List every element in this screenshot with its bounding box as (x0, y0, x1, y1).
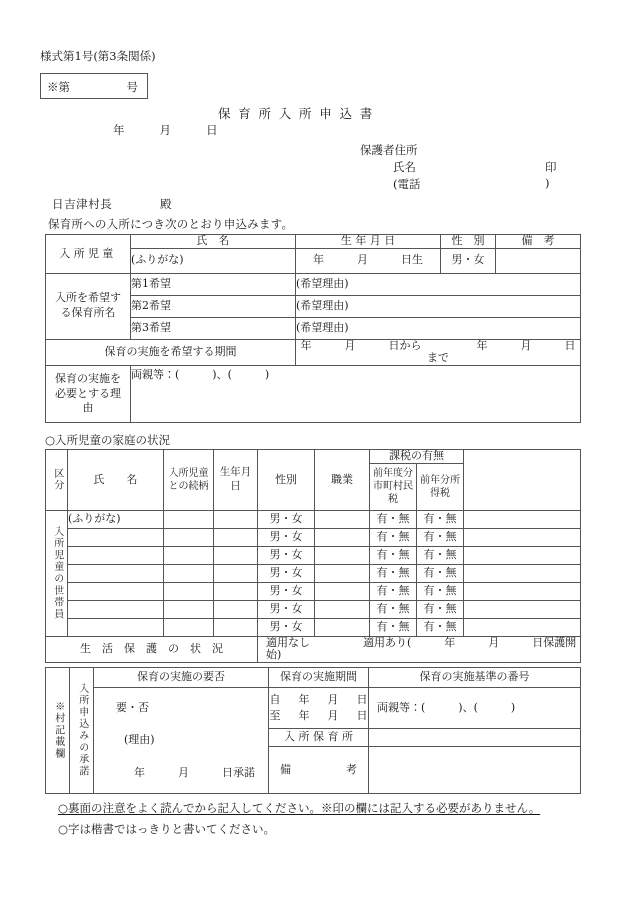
child-furigana-field[interactable]: (ふりがな) (131, 248, 296, 273)
table-row-welfare-status (46, 636, 581, 662)
child-gender-field[interactable]: 男・女 (441, 248, 496, 273)
header-child-birthdate: 生 年 月 日 (296, 235, 441, 249)
admin-remarks-field[interactable] (369, 747, 581, 794)
table-row (46, 564, 581, 582)
period-to-year: 年 (298, 709, 310, 722)
header-tax-group: 課税の有無 (370, 450, 464, 464)
date-year-label: 年 (113, 123, 126, 137)
welfare-applied-option[interactable]: 適用あり( 年 月 日保護開始) (266, 635, 577, 662)
member-name-field[interactable] (68, 546, 164, 564)
footer-note-1-underlined: ○裏面の注意をよく読んでから記入してください。※印の欄には記入する必要がありません。 (58, 801, 541, 815)
member-resident-tax-field[interactable]: 有・無 (370, 582, 417, 600)
header-child-remarks: 備 考 (496, 235, 581, 249)
period-to-day: 日 (356, 709, 368, 722)
period-from-day: 日 (356, 692, 368, 706)
member-relation-field[interactable] (164, 582, 214, 600)
member-blank-field[interactable] (464, 582, 581, 600)
preference-2-rank[interactable]: 第2希望 (131, 295, 296, 317)
member-occupation-field[interactable] (315, 582, 370, 600)
care-necessity-reason-label: (理由) (124, 732, 155, 746)
preference-1-reason[interactable]: (希望理由) (296, 273, 581, 295)
member-birthdate-field[interactable] (214, 582, 258, 600)
member-name-field[interactable]: (ふりがな) (68, 510, 164, 528)
guardian-name-label: 氏名 (393, 160, 416, 174)
receipt-number-box[interactable] (40, 73, 148, 99)
preference-3-reason[interactable]: (希望理由) (296, 317, 581, 339)
member-gender-field[interactable]: 男・女 (258, 510, 315, 528)
member-occupation-field[interactable] (315, 528, 370, 546)
care-necessity-cell[interactable] (94, 688, 269, 794)
addressee-name: 日吉津村長 (52, 197, 113, 211)
care-necessity-choice[interactable]: 要・否 (116, 701, 149, 714)
member-birthdate-field[interactable] (214, 510, 258, 528)
member-gender-field[interactable]: 男・女 (258, 582, 315, 600)
header-relation: 入所児童との続柄 (164, 450, 214, 511)
member-birthdate-field[interactable] (214, 528, 258, 546)
preference-3-rank[interactable]: 第3希望 (131, 317, 296, 339)
desired-period-field[interactable]: 年 月 日から 年 月 日まで (296, 339, 581, 365)
applicant-child-table (45, 234, 581, 423)
member-birthdate-field[interactable] (214, 618, 258, 636)
table-row-household-header-top (46, 450, 581, 464)
welfare-status-label: 生 活 保 護 の 状 況 (46, 636, 258, 662)
period-from-marker: 自 (269, 692, 281, 706)
table-row-child-header (46, 235, 581, 249)
member-occupation-field[interactable] (315, 510, 370, 528)
receipt-number-suffix: 号 (126, 80, 138, 94)
header-member-name: 氏 名 (68, 450, 164, 511)
care-period-to-row[interactable] (269, 708, 368, 725)
member-resident-tax-field[interactable]: 有・無 (370, 618, 417, 636)
member-relation-field[interactable] (164, 600, 214, 618)
header-care-period: 保育の実施期間 (269, 668, 369, 688)
consent-column-label: 入所申込みの承諾 (70, 668, 94, 794)
household-section-heading: ○入所児童の家庭の状況 (45, 433, 171, 447)
table-row-admin-body-1 (46, 688, 581, 729)
care-reason-label: 保育の実施を必要とする理由 (46, 365, 131, 422)
member-blank-field[interactable] (464, 564, 581, 582)
header-member-birthdate: 生年月日 (214, 450, 258, 511)
footer-note-2: ○字は楷書ではっきりと書いてください。 (58, 822, 276, 836)
header-member-gender: 性別 (258, 450, 315, 511)
table-row (46, 528, 581, 546)
date-month-label: 月 (159, 123, 172, 137)
member-relation-field[interactable] (164, 546, 214, 564)
member-gender-field[interactable]: 男・女 (258, 618, 315, 636)
member-occupation-field[interactable] (315, 618, 370, 636)
member-relation-field[interactable] (164, 564, 214, 582)
header-income-tax: 前年分所得税 (417, 463, 464, 510)
table-row (46, 618, 581, 636)
care-reason-field[interactable]: 両親等：( )、( ) (131, 365, 581, 422)
welfare-not-applied-option[interactable]: 適用なし (266, 635, 310, 649)
assigned-nursery-label: 入 所 保 育 所 (269, 729, 369, 747)
member-name-field[interactable] (68, 528, 164, 546)
guardian-telephone-close-paren: ) (545, 176, 550, 190)
member-relation-field[interactable] (164, 528, 214, 546)
guardian-address-label: 保護者住所 (360, 143, 418, 157)
addressee-honorific: 殿 (160, 197, 172, 211)
member-resident-tax-field[interactable]: 有・無 (370, 546, 417, 564)
footer-note-1 (58, 800, 540, 816)
application-date-line (113, 122, 218, 138)
care-period-cell[interactable] (269, 688, 369, 729)
child-remarks-field[interactable] (496, 248, 581, 273)
period-to-marker: 至 (269, 709, 281, 722)
member-resident-tax-field[interactable]: 有・無 (370, 510, 417, 528)
village-entry-column-label: ※村記載欄 (46, 668, 70, 794)
preference-1-rank[interactable]: 第1希望 (131, 273, 296, 295)
preference-2-reason[interactable]: (希望理由) (296, 295, 581, 317)
welfare-status-field[interactable] (258, 636, 581, 662)
guardian-telephone-label: (電話 (393, 177, 421, 191)
member-income-tax-field[interactable]: 有・無 (417, 600, 464, 618)
desired-period-label: 保育の実施を希望する期間 (46, 339, 296, 365)
member-name-field[interactable] (68, 564, 164, 582)
header-resident-tax: 前年度分市町村民税 (370, 463, 417, 510)
child-row-label: 入所児童 (46, 235, 131, 274)
member-resident-tax-field[interactable]: 有・無 (370, 600, 417, 618)
member-income-tax-field[interactable]: 有・無 (417, 546, 464, 564)
date-day-label: 日 (206, 123, 219, 137)
table-row (46, 600, 581, 618)
assigned-nursery-field[interactable] (369, 729, 581, 747)
household-members-label: 入所児童の世帯員 (46, 510, 68, 636)
member-blank-field[interactable] (464, 600, 581, 618)
period-to-month: 月 (327, 709, 339, 722)
member-gender-field[interactable]: 男・女 (258, 564, 315, 582)
header-blank-column (464, 450, 581, 511)
member-income-tax-field[interactable]: 有・無 (417, 564, 464, 582)
intro-statement: 保育所への入所につき次のとおり申込みます。 (48, 217, 294, 231)
table-row-reason (46, 365, 581, 422)
member-birthdate-field[interactable] (214, 600, 258, 618)
guardian-seal-label: 印 (545, 160, 557, 174)
member-resident-tax-field[interactable]: 有・無 (370, 564, 417, 582)
table-row-preference-1 (46, 273, 581, 295)
household-status-table (45, 449, 581, 663)
member-relation-field[interactable] (164, 618, 214, 636)
member-income-tax-field[interactable]: 有・無 (417, 510, 464, 528)
member-blank-field[interactable] (464, 510, 581, 528)
preference-section-label: 入所を希望する保育所名 (46, 273, 131, 339)
member-name-field[interactable] (68, 582, 164, 600)
table-row-admin-header (46, 668, 581, 688)
member-blank-field[interactable] (464, 618, 581, 636)
footer-notes (58, 800, 540, 842)
table-row (46, 582, 581, 600)
document-title: 保育所入所申込書 (218, 106, 381, 121)
member-name-field[interactable] (68, 600, 164, 618)
table-row (46, 510, 581, 528)
header-care-necessity: 保育の実施の要否 (94, 668, 269, 688)
header-child-name: 氏 名 (131, 235, 296, 249)
receipt-number-prefix: ※第 (47, 80, 70, 94)
criteria-number-field[interactable]: 両親等：( )、( ) (369, 688, 581, 729)
member-gender-field[interactable]: 男・女 (258, 600, 315, 618)
member-income-tax-field[interactable]: 有・無 (417, 582, 464, 600)
form-code-label: 様式第1号(第3条関係) (40, 49, 156, 63)
member-name-field[interactable] (68, 618, 164, 636)
period-from-month: 月 (327, 692, 339, 706)
member-income-tax-field[interactable]: 有・無 (417, 528, 464, 546)
member-occupation-field[interactable] (315, 600, 370, 618)
member-gender-field[interactable]: 男・女 (258, 546, 315, 564)
header-criteria-number: 保育の実施基準の番号 (369, 668, 581, 688)
village-admin-table (45, 667, 581, 794)
consent-date-field[interactable]: 年 月 日承諾 (134, 766, 255, 780)
header-category: 区分 (46, 450, 68, 511)
member-blank-field[interactable] (464, 546, 581, 564)
period-from-year: 年 (298, 692, 310, 706)
member-gender-field[interactable]: 男・女 (258, 528, 315, 546)
member-birthdate-field[interactable] (214, 546, 258, 564)
table-row-desired-period (46, 339, 581, 365)
member-income-tax-field[interactable]: 有・無 (417, 618, 464, 636)
child-birthdate-field[interactable]: 年 月 日生 (296, 248, 441, 273)
member-relation-field[interactable] (164, 510, 214, 528)
header-occupation: 職業 (315, 450, 370, 511)
table-row (46, 546, 581, 564)
header-child-gender: 性 別 (441, 235, 496, 249)
member-occupation-field[interactable] (315, 564, 370, 582)
admin-remarks-label: 備 考 (269, 747, 369, 794)
addressee-line (52, 196, 172, 212)
member-resident-tax-field[interactable]: 有・無 (370, 528, 417, 546)
care-period-from-row[interactable] (269, 692, 368, 709)
member-birthdate-field[interactable] (214, 564, 258, 582)
member-occupation-field[interactable] (315, 546, 370, 564)
member-blank-field[interactable] (464, 528, 581, 546)
